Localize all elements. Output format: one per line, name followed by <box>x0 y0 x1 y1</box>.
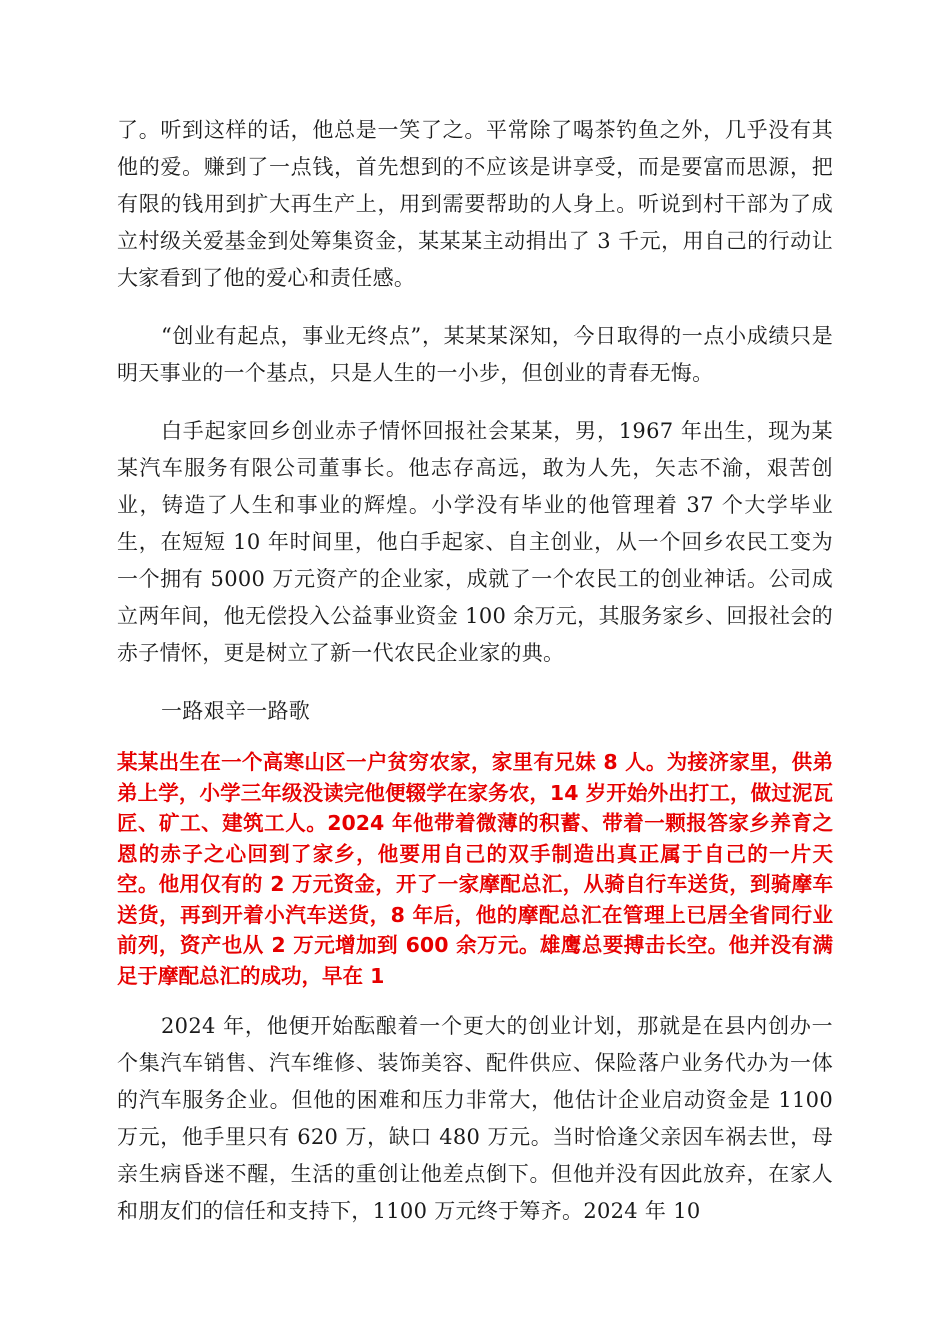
paragraph-profile: 白手起家回乡创业赤子情怀回报社会某某，男，1967 年出生，现为某某汽车服务有限公司董事长。他志存高远，敢为人先，矢志不渝，艰苦创业，铸造了人生和事业的辉煌。小学没有毕业的他管理着 37 个大学毕业生，在短短 10 年时间里，他白手起家、自主创业，从一个回乡农民工变为一个拥有 5000 万元资产的企业家，成就了一个农民工的创业神话。公司成立两年间，他无偿投入公益事业资金 100 余万元，其服务家乡、回报社会的赤子情怀，更是树立了新一代农民企业家的典。 <box>117 419 833 665</box>
paragraph-continuation: 了。听到这样的话，他总是一笑了之。平常除了喝茶钓鱼之外，几乎没有其他的爱。赚到了一点钱，首先想到的不应该是讲享受，而是要富而思源，把有限的钱用到扩大再生产上，用到需要帮助的人身上。听说到村干部为了成立村级关爱基金到处筹集资金，某某某主动捐出了 3 千元，用自己的行动让大家看到了他的爱心和责任感。 <box>117 118 833 290</box>
paragraph-startup: 2024 年，他便开始酝酿着一个更大的创业计划，那就是在县内创办一个集汽车销售、汽车维修、装饰美容、配件供应、保险落户业务代办为一体的汽车服务企业。但他的困难和压力非常大，他估计企业启动资金是 1100 万元，他手里只有 620 万，缺口 480 万元。当时恰逢父亲因车祸去世，母亲生病昏迷不醒，生活的重创让他差点倒下。但他并没有因此放弃，在家人和朋友们的信任和支持下，1100 万元终于筹齐。2024 年 10 <box>117 1014 833 1223</box>
paragraph-highlighted: 某某出生在一个高寒山区一户贫穷农家，家里有兄妹 8 人。为接济家里，供弟弟上学，小学三年级没读完他便辍学在家务农，14 岁开始外出打工，做过泥瓦匠、矿工、建筑工人。2024 年他带着微薄的积蓄、带着一颗报答家乡养育之恩的赤子之心回到了家乡，他要用自己的双手制造出真正属于自己的一片天空。他用仅有的 2 万元资金，开了一家摩配总汇，从骑自行车送货，到骑摩车送货，再到开着小汽车送货，8 年后，他的摩配总汇在管理上已居全省同行业前列，资产也从 2 万元增加到 600 余万元。雄鹰总要搏击长空。他并没有满足于摩配总汇的成功，早在 1 <box>117 750 833 988</box>
paragraph-quote: “创业有起点，事业无终点”，某某某深知，今日取得的一点小成绩只是明天事业的一个基点，只是人生的一小步，但创业的青春无悔。 <box>117 324 833 385</box>
document-body <box>117 112 833 1230</box>
section-heading: 一路艰辛一路歌 <box>161 699 311 723</box>
